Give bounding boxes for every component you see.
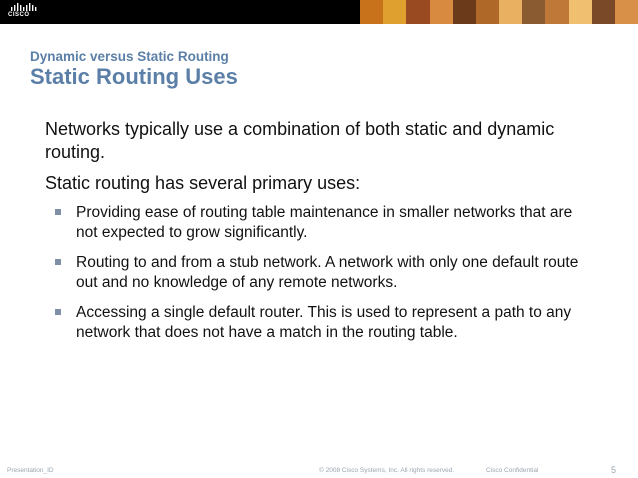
header-photo-tile — [499, 0, 522, 24]
slide-title: Static Routing Uses — [30, 64, 238, 89]
logo-wordmark: CISCO — [8, 12, 30, 18]
header-bar — [0, 0, 638, 24]
bullet-square-icon — [55, 259, 61, 265]
header-photo-tile — [522, 0, 545, 24]
paragraph-primary-uses: Static routing has several primary uses: — [45, 173, 361, 193]
header-photo-tile — [545, 0, 568, 24]
header-photo-tile — [615, 0, 638, 24]
footer-presentation-id: Presentation_ID — [7, 467, 54, 474]
bullet-item — [45, 253, 586, 293]
bullet-square-icon — [55, 209, 61, 215]
header-photo-tile — [430, 0, 453, 24]
header-photo-tile — [453, 0, 476, 24]
bullet-square-icon — [55, 309, 61, 315]
page-number: 5 — [611, 465, 617, 475]
header-photo-tile — [383, 0, 406, 24]
footer-confidential: Cisco Confidential — [486, 467, 539, 474]
bullet-text: Routing to and from a stub network. A network with only one default route out and no knowledge of any remote networks. — [76, 254, 579, 291]
header-photo-tile — [360, 0, 383, 24]
slide-body — [45, 118, 605, 353]
bullet-item — [45, 203, 586, 243]
header-photo-tile — [406, 0, 429, 24]
bullet-text: Accessing a single default router. This is used to represent a path to any network that does not have a match in the routing table. — [76, 304, 572, 341]
footer-copyright: © 2008 Cisco Systems, Inc. All rights reserved. — [319, 467, 455, 474]
bullet-item — [45, 303, 586, 343]
header-photo-tile — [476, 0, 499, 24]
header-photo-tile — [592, 0, 615, 24]
header-photo-tile — [569, 0, 592, 24]
slide-subtitle: Dynamic versus Static Routing — [30, 49, 229, 64]
bullet-text: Providing ease of routing table maintenance in smaller networks that are not expected to grow significantly. — [76, 204, 573, 241]
header-photo-strip — [360, 0, 638, 24]
paragraph-combination: Networks typically use a combination of both static and dynamic routing. — [45, 119, 555, 162]
